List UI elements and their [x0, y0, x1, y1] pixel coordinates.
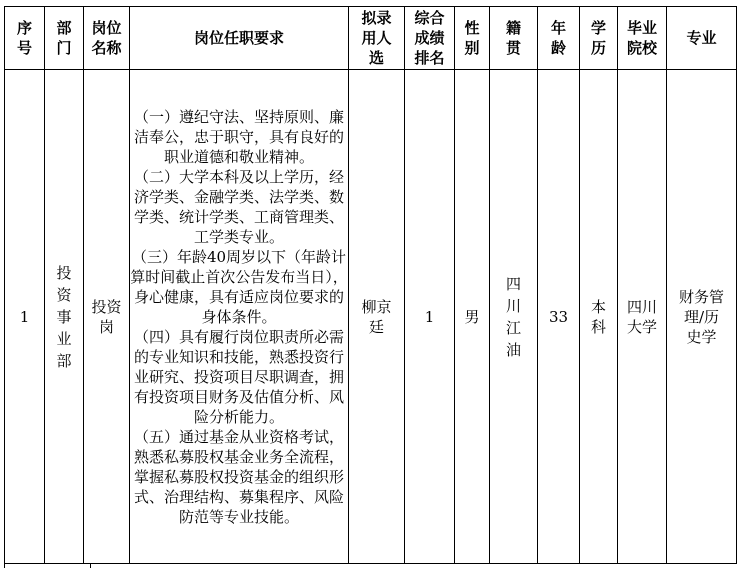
cell-seq: 1: [5, 70, 45, 564]
cell-major: 财务管理/历史学: [667, 70, 737, 564]
cell-edu: 本科: [580, 70, 618, 564]
header-requirements: 岗位任职要求: [130, 7, 349, 70]
requirement-item: （四）具有履行岗位职责所必需的专业知识和技能，熟悉投资行业研究、投资项目尽职调查，拥有投资项目财务及估值分析、风险分析能力。: [133, 327, 344, 426]
header-seq: 序号: [5, 7, 45, 70]
cell-school: 四川大学: [618, 70, 667, 564]
header-post: 岗位名称: [84, 7, 130, 70]
cell-candidate: 柳京廷: [349, 70, 405, 564]
header-major: 专业: [667, 7, 737, 70]
recruitment-table: [4, 6, 737, 564]
cell-age: 33: [538, 70, 580, 564]
cell-rank: 1: [405, 70, 455, 564]
header-dept: 部门: [45, 7, 84, 70]
cell-origin: 四川江油: [490, 70, 538, 564]
requirement-item: （一）遵纪守法、坚持原则、廉洁奉公，忠于职守，具有良好的职业道德和敬业精神。: [133, 107, 344, 166]
header-age: 年龄: [538, 7, 580, 70]
header-candidate: 拟录用人选: [349, 7, 405, 70]
table-row: [5, 70, 737, 564]
header-origin: 籍贯: [490, 7, 538, 70]
cell-post: 投资岗: [84, 70, 130, 564]
header-row: [5, 7, 737, 70]
header-edu: 学历: [580, 7, 618, 70]
cell-requirements: [130, 70, 349, 564]
header-rank: 综合成绩排名: [405, 7, 455, 70]
requirement-item: （三）年龄40周岁以下（年龄计算时间截止首次公告发布当日），身心健康，具有适应岗位要求的身体条件。: [130, 247, 348, 326]
header-gender: 性别: [455, 7, 490, 70]
cell-gender: 男: [455, 70, 490, 564]
header-school: 毕业院校: [618, 7, 667, 70]
cell-dept: 投资事业部: [45, 70, 84, 564]
requirement-item: （二）大学本科及以上学历，经济学类、金融学类、法学类、数学类、统计学类、工商管理类、工学类专业。: [133, 167, 344, 246]
requirement-item: （五）通过基金从业资格考试，熟悉私募股权基金业务全流程，掌握私募股权投资基金的组织形式、治理结构、募集程序、风险防范等专业技能。: [133, 427, 344, 526]
next-row-border: [4, 563, 737, 568]
